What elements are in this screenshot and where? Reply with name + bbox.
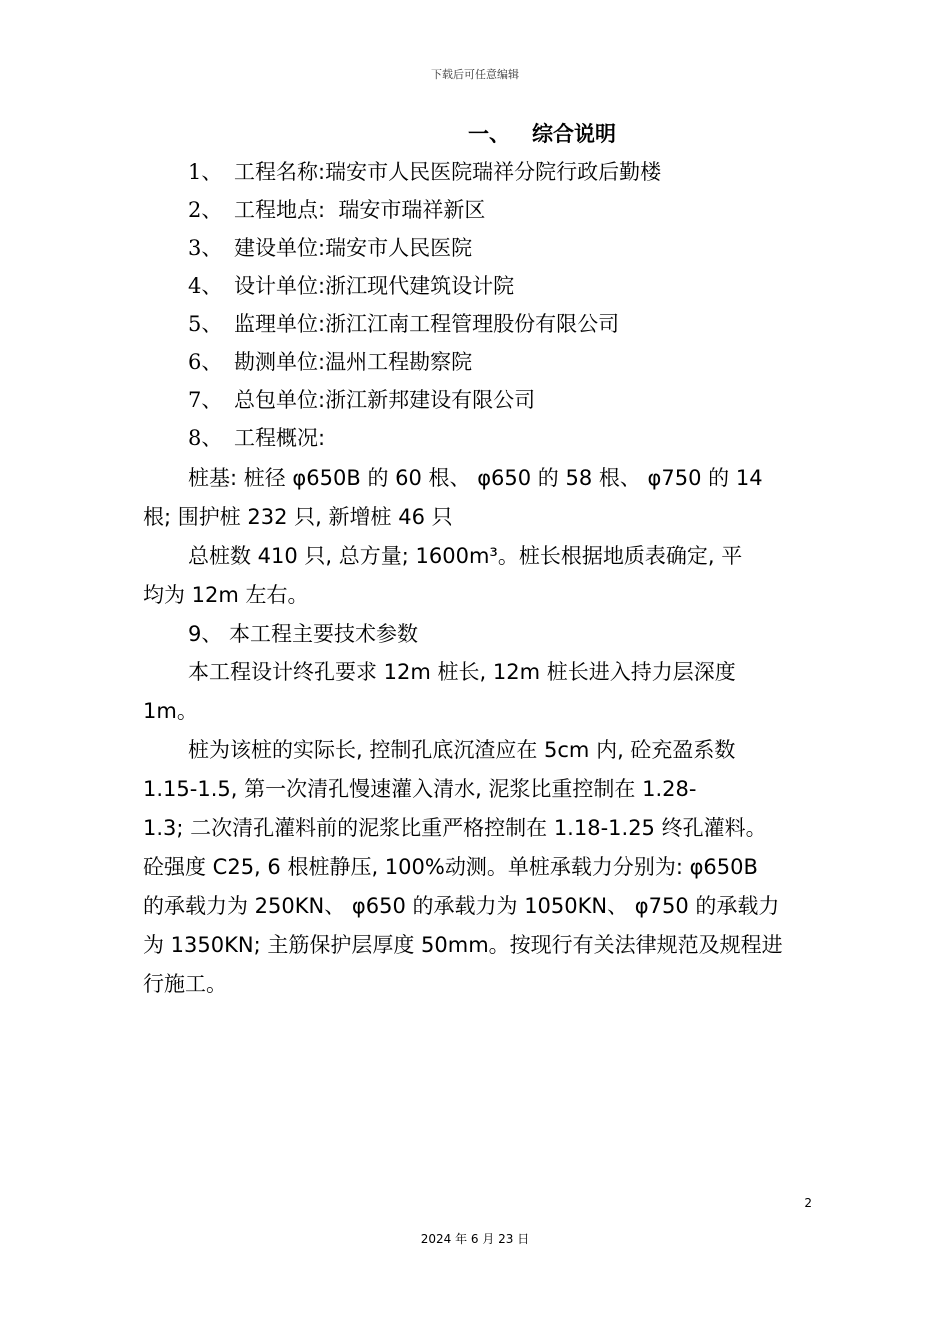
item-value: 浙江现代建筑设计院 <box>325 274 515 298</box>
item-number: 4、 <box>188 274 223 298</box>
item-value: 浙江新邦建设有限公司 <box>325 388 536 412</box>
item-label: 勘测单位: <box>234 350 326 374</box>
item-value: 浙江江南工程管理股份有限公司 <box>325 312 620 336</box>
footer-date: 2024 年 6 月 23 日 <box>420 1232 530 1246</box>
info-list <box>188 156 828 460</box>
item-value: 瑞安市人民医院瑞祥分院行政后勤楼 <box>325 160 662 184</box>
item-label: 设计单位: <box>234 274 326 298</box>
list-item <box>188 308 828 346</box>
paragraph-line: 1.3; 二次清孔灌料前的泥浆比重严格控制在 1.18-1.25 终孔灌料。 <box>143 816 767 840</box>
item-value: 瑞安市瑞祥新区 <box>325 198 486 222</box>
pile-paragraph <box>143 459 808 537</box>
section-title <box>468 118 616 148</box>
item-number: 2、 <box>188 198 223 222</box>
item-value: 温州工程勘察院 <box>325 350 473 374</box>
list-item <box>188 270 828 308</box>
detail-paragraph <box>143 731 808 1004</box>
item-label: 工程概况: <box>234 426 326 450</box>
item-label: 总包单位: <box>234 388 326 412</box>
paragraph-line: 桩基: 桩径 φ650B 的 60 根、 φ650 的 58 根、 φ750 的 14 <box>188 466 763 490</box>
list-item <box>188 422 828 460</box>
paragraph-line: 1m。 <box>143 699 198 723</box>
design-paragraph <box>143 653 808 731</box>
list-item <box>188 194 828 232</box>
item-number: 7、 <box>188 388 223 412</box>
item-label: 建设单位: <box>234 236 326 260</box>
list-item <box>188 384 828 422</box>
paragraph-line: 砼强度 C25, 6 根桩静压, 100%动测。单桩承载力分别为: φ650B <box>143 855 758 879</box>
paragraph-line: 本工程设计终孔要求 12m 桩长, 12m 桩长进入持力层深度 <box>188 660 736 684</box>
item-value: 瑞安市人民医院 <box>325 236 473 260</box>
paragraph-line: 行施工。 <box>143 972 227 996</box>
list-item <box>188 156 828 194</box>
section-title-text: 综合说明 <box>532 122 616 146</box>
item-number: 3、 <box>188 236 223 260</box>
paragraph-line: 总桩数 410 只, 总方量; 1600m³。桩长根据地质表确定, 平 <box>188 544 743 568</box>
paragraph-line: 1.15-1.5, 第一次清孔慢速灌入清水, 泥浆比重控制在 1.28- <box>143 777 697 801</box>
total-paragraph <box>143 537 808 615</box>
paragraph-line: 9、 本工程主要技术参数 <box>188 622 419 646</box>
list-item <box>188 346 828 384</box>
header-note: 下载后可任意编辑 <box>431 68 519 81</box>
item-label: 工程地点: <box>234 198 326 222</box>
paragraph-line: 根; 围护桩 232 只, 新增桩 46 只 <box>143 505 453 529</box>
item-number: 1、 <box>188 160 223 184</box>
item-label: 监理单位: <box>234 312 326 336</box>
paragraph-line: 为 1350KN; 主筋保护层厚度 50mm。按现行有关法律规范及规程进 <box>143 933 783 957</box>
item-number: 5、 <box>188 312 223 336</box>
item-label: 工程名称: <box>234 160 326 184</box>
page-number: 2 <box>804 1196 812 1210</box>
item-number: 6、 <box>188 350 223 374</box>
item9-paragraph <box>143 615 808 654</box>
paragraph-line: 均为 12m 左右。 <box>143 583 309 607</box>
section-number: 一、 <box>468 122 510 146</box>
item-number: 8、 <box>188 426 223 450</box>
paragraph-line: 的承载力为 250KN、 φ650 的承载力为 1050KN、 φ750 的承载力 <box>143 894 780 918</box>
paragraph-line: 桩为该桩的实际长, 控制孔底沉渣应在 5cm 内, 砼充盈系数 <box>188 738 736 762</box>
list-item <box>188 232 828 270</box>
